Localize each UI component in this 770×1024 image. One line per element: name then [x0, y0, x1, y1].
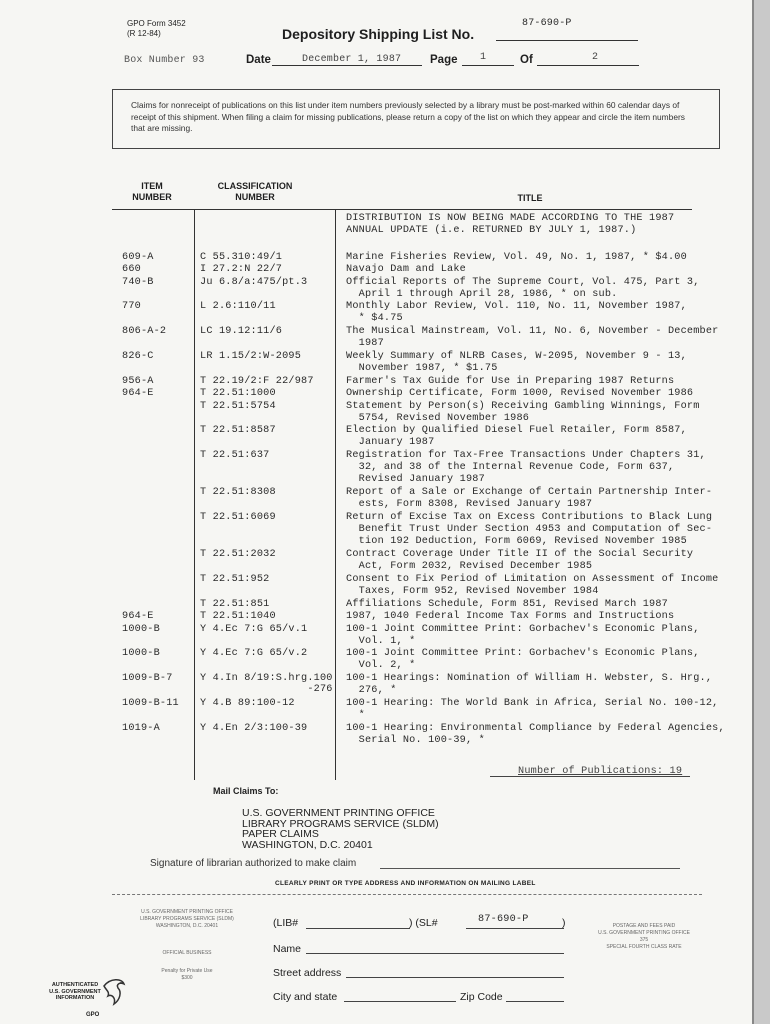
claims-notice-text: Claims for nonreceipt of publications on this list under item numbers previously selected by a library must be post-marked within 60 calendar days of receipt of this shipment. When filing a claim for missing publications, please return a copy of the list on which they appear and circle the item numbers that are missing.	[131, 100, 685, 133]
page-rule	[462, 65, 514, 66]
title-cell: Monthly Labor Review, Vol. 110, No. 11, November 1987, * $4.75	[346, 301, 687, 325]
mail-claims-heading: Mail Claims To:	[213, 786, 279, 796]
table-divider-left	[194, 210, 195, 780]
item-number-cell[interactable]: 964-E	[122, 388, 154, 399]
item-number-cell[interactable]: 956-A	[122, 376, 154, 387]
sl-number-field[interactable]	[466, 928, 564, 929]
classification-number-cell: T 22.19/2:F 22/987	[200, 376, 314, 387]
page-title: Depository Shipping List No.	[282, 26, 475, 42]
classification-number-cell: Y 4.In 8/19:S.hrg.100 -276	[200, 673, 333, 695]
classification-number-cell: T 22.51:851	[200, 599, 270, 610]
date-label: Date	[246, 54, 271, 66]
classification-number-cell: LR 1.15/2:W-2095	[200, 351, 302, 362]
classification-number-cell: LC 19.12:11/6	[200, 326, 283, 337]
mail-address	[242, 808, 439, 850]
classification-number-cell: T 22.51:1040	[200, 611, 276, 622]
date-value: December 1, 1987	[302, 54, 402, 65]
title-cell: Official Reports of The Supreme Court, Vol. 475, Part 3, April 1 through April 28, 1986, * on sub.	[346, 277, 700, 301]
item-number-cell[interactable]: 806-A-2	[122, 326, 167, 337]
item-number-cell[interactable]: 740-B	[122, 277, 154, 288]
mail-address-line2: LIBRARY PROGRAMS SERVICE (SLDM)	[242, 817, 439, 830]
lib-label: (LIB#	[273, 917, 299, 929]
class-header-line2: NUMBER	[235, 192, 275, 202]
distribution-notice: DISTRIBUTION IS NOW BEING MADE ACCORDING TO THE 1987 ANNUAL UPDATE (i.e. RETURNED BY JULY 1, 1987.)	[346, 213, 675, 237]
table-divider-right	[335, 210, 336, 780]
name-field[interactable]	[306, 953, 564, 954]
title-cell: 100-1 Hearings: Nomination of William H. Webster, S. Hrg., 276, *	[346, 673, 713, 697]
item-number-cell[interactable]: 1009-B-7	[122, 673, 173, 684]
zip-label: Zip Code	[460, 991, 503, 1003]
box-number: Box Number 93	[124, 55, 205, 66]
title-cell: 100-1 Hearing: The World Bank in Africa, Serial No. 100-12, *	[346, 698, 719, 722]
date-rule	[272, 65, 422, 66]
penalty-notice: Penalty for Private Use $300	[161, 968, 213, 981]
form-id-line1: GPO Form 3452	[127, 19, 186, 28]
item-number-cell[interactable]: 660	[122, 264, 141, 275]
classification-number-cell: T 22.51:952	[200, 574, 270, 585]
signature-line[interactable]	[380, 868, 680, 869]
form-id	[127, 19, 186, 39]
postage-paid: POSTAGE AND FEES PAID U.S. GOVERNMENT PRINTING OFFICE 375 SPECIAL FOURTH CLASS RATE	[598, 923, 690, 950]
classification-number-cell: T 22.51:2032	[200, 549, 276, 560]
classification-number-cell: Ju 6.8/a:475/pt.3	[200, 277, 308, 288]
item-number-header	[112, 181, 192, 203]
official-business: OFFICIAL BUSINESS	[162, 950, 212, 956]
signature-label: Signature of librarian authorized to make claim	[150, 858, 357, 869]
label-cut-line	[112, 894, 702, 895]
mail-address-line3: PAPER CLAIMS	[242, 828, 319, 840]
classification-number-cell: T 22.51:8308	[200, 487, 276, 498]
title-cell: 100-1 Joint Committee Print: Gorbachev's Economic Plans, Vol. 2, *	[346, 648, 700, 672]
title-cell: Report of a Sale or Exchange of Certain Partnership Inter- ests, Form 8308, Revised January 1987	[346, 487, 713, 511]
item-number-cell[interactable]: 826-C	[122, 351, 154, 362]
sl-close-paren: )	[562, 917, 566, 929]
table-bottom-rule	[490, 776, 690, 777]
title-cell: Marine Fisheries Review, Vol. 49, No. 1, 1987, * $4.00	[346, 252, 687, 263]
classification-number-cell: T 22.51:5754	[200, 401, 276, 412]
street-field[interactable]	[346, 977, 564, 978]
item-number-cell[interactable]: 964-E	[122, 611, 154, 622]
title-cell: Ownership Certificate, Form 1000, Revised November 1986	[346, 388, 694, 399]
clearly-print-note: CLEARLY PRINT OR TYPE ADDRESS AND INFORMATION ON MAILING LABEL	[275, 880, 536, 887]
of-value: 2	[592, 52, 599, 63]
return-address: U.S. GOVERNMENT PRINTING OFFICE LIBRARY PROGRAMS SERVICE (SLDM) WASHINGTON, D.C. 20401	[140, 909, 234, 929]
authenticated-logo-text: AUTHENTICATED U.S. GOVERNMENT INFORMATION	[49, 982, 101, 1001]
zip-field[interactable]	[506, 1001, 564, 1002]
mail-address-line4: WASHINGTON, D.C. 20401	[242, 838, 373, 851]
item-header-line1: ITEM	[141, 181, 163, 191]
gpo-eagle-icon	[100, 976, 130, 1012]
title-cell: Statement by Person(s) Receiving Gambling Winnings, Form 5754, Revised November 1986	[346, 401, 700, 425]
of-rule	[537, 65, 639, 66]
item-number-cell[interactable]: 1000-B	[122, 648, 160, 659]
classification-number-cell: T 22.51:6069	[200, 512, 276, 523]
title-cell: Weekly Summary of NLRB Cases, W-2095, November 9 - 13, November 1987, * $1.75	[346, 351, 687, 375]
name-label: Name	[273, 943, 302, 955]
shipping-list-number: 87-690-P	[522, 18, 572, 29]
street-label: Street address	[273, 967, 342, 979]
item-number-cell[interactable]: 609-A	[122, 252, 154, 263]
title-cell: 1987, 1040 Federal Income Tax Forms and Instructions	[346, 611, 675, 622]
sl-number-value: 87-690-P	[478, 914, 529, 925]
form-id-line2: (R 12-84)	[127, 29, 161, 38]
classification-number-cell: T 22.51:8587	[200, 425, 276, 436]
lib-number-field[interactable]	[306, 928, 410, 929]
classification-number-cell: Y 4.B 89:100-12	[200, 698, 295, 709]
title-cell: Registration for Tax-Free Transactions Under Chapters 31, 32, and 38 of the Internal Revenue Code, Form 637, Revised January 1987	[346, 450, 706, 486]
gpo-logo-text: GPO	[86, 1012, 100, 1018]
city-field[interactable]	[344, 1001, 456, 1002]
title-cell: Affiliations Schedule, Form 851, Revised March 1987	[346, 599, 668, 610]
item-header-line2: NUMBER	[132, 192, 172, 202]
title-cell: The Musical Mainstream, Vol. 11, No. 6, November - December 1987	[346, 326, 719, 350]
classification-number-cell: I 27.2:N 22/7	[200, 264, 283, 275]
title-cell: Consent to Fix Period of Limitation on Assessment of Income Taxes, Form 952, Revised November 1984	[346, 574, 719, 598]
classification-number-cell: C 55.310:49/1	[200, 252, 283, 263]
shipping-no-rule	[496, 40, 638, 41]
of-label: Of	[520, 54, 533, 66]
mail-address-line1: U.S. GOVERNMENT PRINTING OFFICE	[242, 807, 435, 819]
title-cell: Farmer's Tax Guide for Use in Preparing 1987 Returns	[346, 376, 675, 387]
title-cell: Election by Qualified Diesel Fuel Retailer, Form 8587, January 1987	[346, 425, 687, 449]
classification-number-cell: Y 4.Ec 7:G 65/v.1	[200, 624, 308, 635]
publications-count: Number of Publications: 19	[518, 766, 683, 777]
classification-number-cell: T 22.51:637	[200, 450, 270, 461]
page-label: Page	[430, 54, 458, 66]
table-top-rule	[112, 209, 692, 210]
title-cell: 100-1 Hearing: Environmental Compliance by Federal Agencies, Serial No. 100-39, *	[346, 723, 725, 747]
item-number-cell[interactable]: 1009-B-11	[122, 698, 179, 709]
item-number-cell[interactable]: 1000-B	[122, 624, 160, 635]
title-cell: 100-1 Joint Committee Print: Gorbachev's Economic Plans, Vol. 1, *	[346, 624, 700, 648]
title-cell: Contract Coverage Under Title II of the Social Security Act, Form 2032, Revised December 1985	[346, 549, 694, 573]
class-header-line1: CLASSIFICATION	[217, 181, 293, 191]
city-label: City and state	[273, 991, 338, 1003]
classification-number-cell: Y 4.En 2/3:100-39	[200, 723, 308, 734]
classification-number-cell: Y 4.Ec 7:G 65/v.2	[200, 648, 308, 659]
item-number-cell[interactable]: 1019-A	[122, 723, 160, 734]
item-number-cell[interactable]: 770	[122, 301, 141, 312]
title-cell: Navajo Dam and Lake	[346, 264, 466, 275]
title-cell: Return of Excise Tax on Excess Contributions to Black Lung Benefit Trust Under Section 4953 and Computation of Sec- tion 192 Deduction, Form 6069, Revised November 1985	[346, 512, 713, 548]
classification-number-header	[205, 181, 305, 203]
sl-label: ) (SL#	[409, 917, 438, 929]
title-header: TITLE	[517, 193, 543, 203]
page-value: 1	[480, 52, 487, 63]
claims-notice-box	[112, 89, 720, 149]
classification-number-cell: L 2.6:110/11	[200, 301, 276, 312]
classification-number-cell: T 22.51:1000	[200, 388, 276, 399]
